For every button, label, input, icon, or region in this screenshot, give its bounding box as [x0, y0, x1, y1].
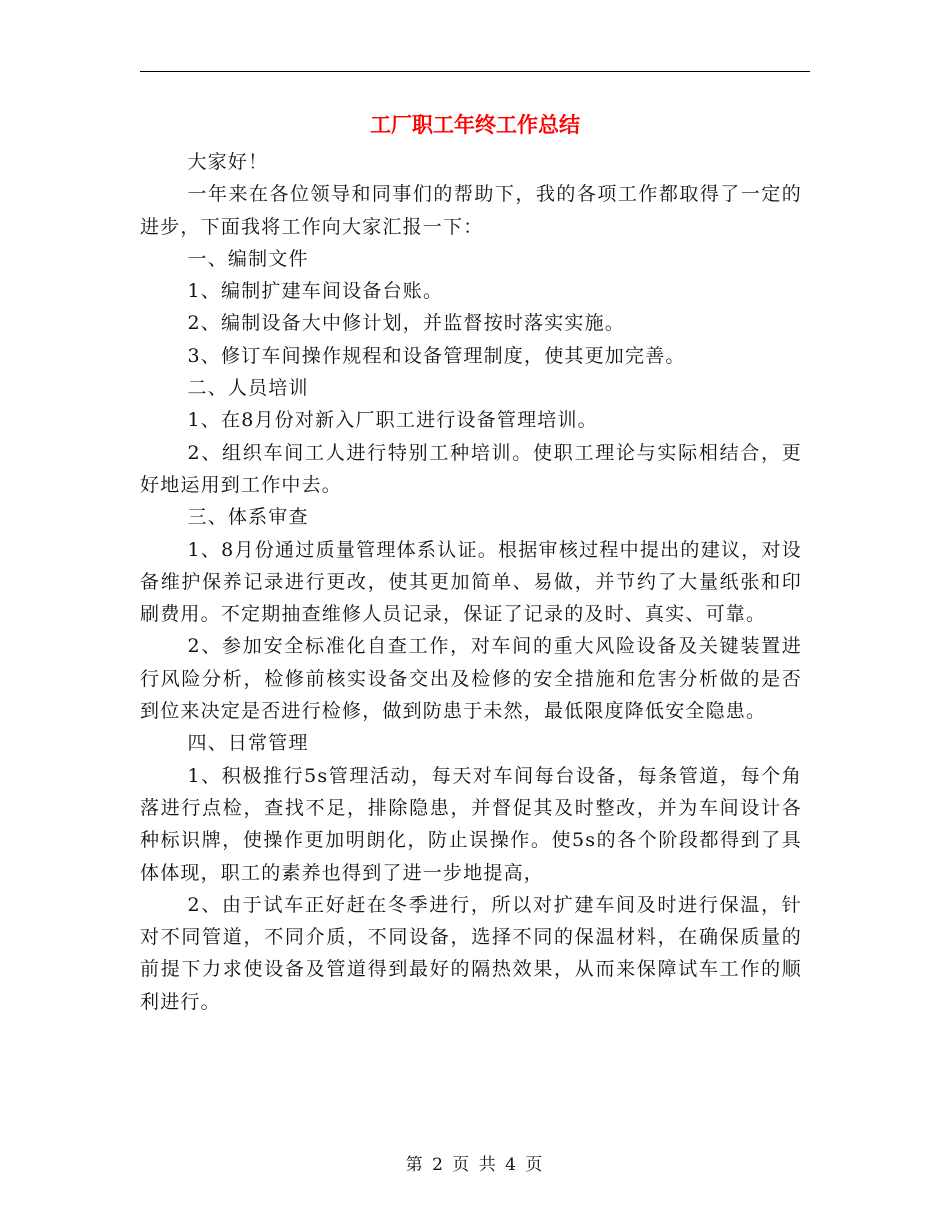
section-2-item-2: 2、组织车间工人进行特别工种培训。使职工理论与实际相结合，更好地运用到工作中去。 — [140, 441, 802, 496]
greeting: 大家好！ — [187, 151, 269, 173]
section-2-item-1: 1、在8月份对新入厂职工进行设备管理培训。 — [187, 409, 598, 432]
section-1-item-1: 1、编制扩建车间设备台账。 — [187, 280, 444, 303]
section-heading-4: 四、日常管理 — [187, 732, 309, 755]
section-1-item-3: 3、修订车间操作规程和设备管理制度，使其更加完善。 — [187, 344, 686, 367]
section-heading-3: 三、体系审查 — [187, 506, 309, 529]
section-4-item-1: 1、积极推行5s管理活动，每天对车间每台设备，每条管道，每个角落进行点检，查找不足，排除隐患，并督促其及时整改，并为车间设计各种标识牌，使操作更加明朗化，防止误操作。使5s的各个阶段都得到了具体体现，职工的素养也得到了进一步地提高， — [140, 764, 802, 884]
section-3-item-1: 1、8月份通过质量管理体系认证。根据审核过程中提出的建议，对设备维护保养记录进行更改，使其更加简单、易做，并节约了大量纸张和印刷费用。不定期抽查维修人员记录，保证了记录的及时、真实、可靠。 — [140, 538, 802, 626]
section-heading-1: 一、编制文件 — [187, 247, 309, 270]
header-rule — [140, 71, 810, 72]
section-1-item-2: 2、编制设备大中修计划，并监督按时落实实施。 — [187, 312, 625, 335]
section-3-item-2: 2、参加安全标准化自查工作，对车间的重大风险设备及关键装置进行风险分析，检修前核实设备交出及检修的安全措施和危害分析做的是否到位来决定是否进行检修，做到防患于未然，最低限度降低安全隐患。 — [140, 635, 802, 723]
section-4-item-2: 2、由于试车正好赶在冬季进行，所以对扩建车间及时进行保温，针对不同管道，不同介质，不同设备，选择不同的保温材料，在确保质量的前提下力求使设备及管道得到最好的隔热效果，从而来保障试车工作的顺利进行。 — [140, 893, 802, 1013]
page-number: 第 2 页 共 4 页 — [405, 1155, 545, 1175]
section-heading-2: 二、人员培训 — [187, 377, 309, 400]
document-body — [140, 146, 802, 1018]
document-title: 工厂职工年终工作总结 — [370, 112, 580, 137]
intro-paragraph: 一年来在各位领导和同事们的帮助下，我的各项工作都取得了一定的进步，下面我将工作向大家汇报一下： — [140, 183, 802, 238]
